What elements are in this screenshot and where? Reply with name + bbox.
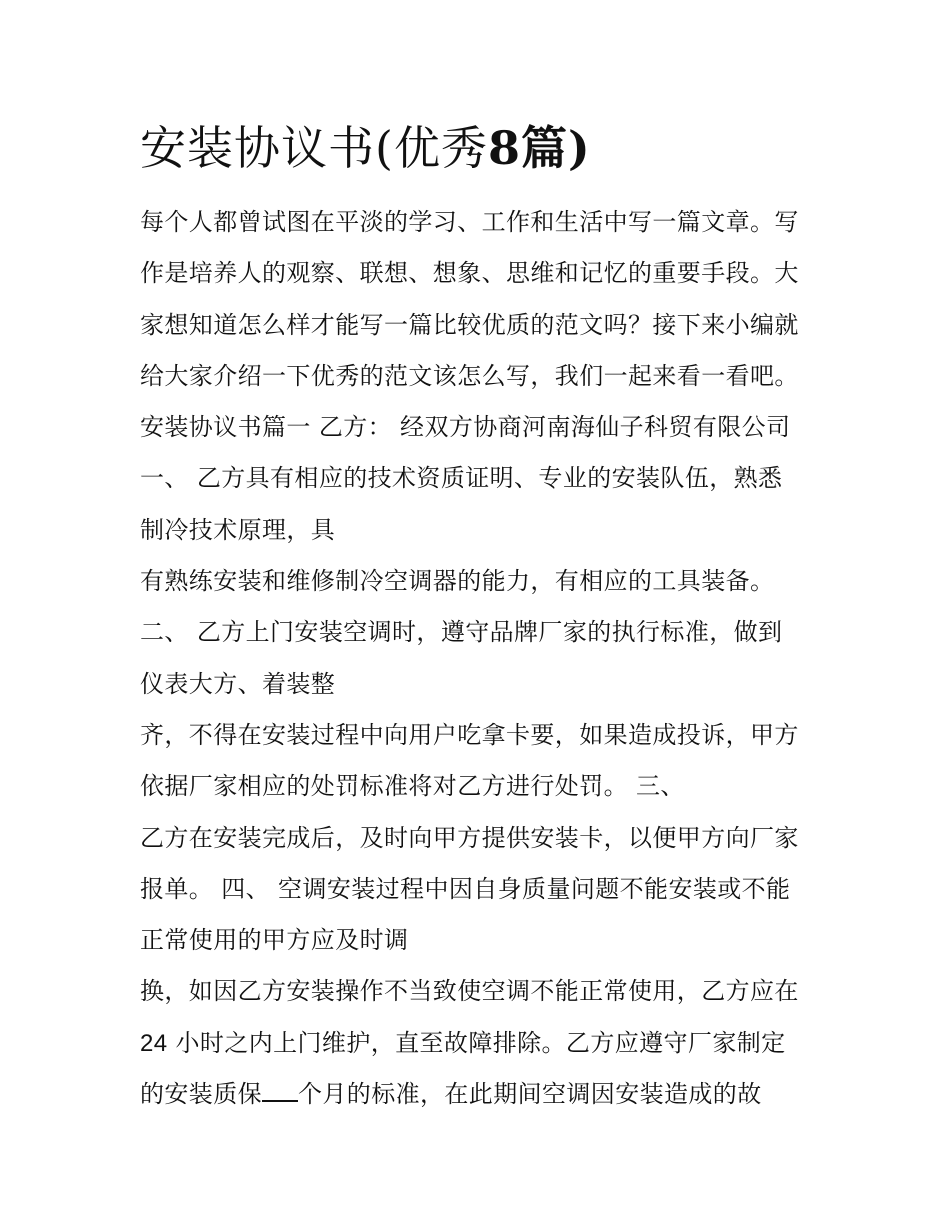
paragraph-line: 安装协议书篇一 乙方： 经双方协商河南海仙子科贸有限公司 bbox=[140, 413, 791, 442]
paragraph-line: 每个人都曾试图在平淡的学习、工作和生活中写一篇文章。写 bbox=[140, 208, 799, 236]
line-text-after-blank: 个月的标准，在此期间空调因安装造成的故 bbox=[298, 1080, 762, 1109]
fill-in-blank bbox=[262, 1078, 298, 1102]
paragraph-line: 报单。 四、 空调安装过程中因自身质量问题不能安装或不能 bbox=[140, 874, 791, 903]
paragraph-line: 乙方在安装完成后，及时向甲方提供安装卡，以便甲方向厂家 bbox=[140, 823, 799, 852]
paragraph-line: 正常使用的甲方应及时调 bbox=[140, 926, 409, 955]
paragraph-line bbox=[140, 1018, 820, 1069]
document-title bbox=[140, 118, 591, 178]
line-text: 小时之内上门维护，直至故障排除。乙方应遵守厂家制定 bbox=[167, 1028, 786, 1057]
paragraph-line bbox=[140, 1069, 820, 1120]
paragraph-line: 制冷技术原理，具 bbox=[140, 515, 336, 544]
paragraph-line: 齐，不得在安装过程中向用户吃拿卡要，如果造成投诉，甲方 bbox=[140, 720, 799, 749]
paragraph-line: 家想知道怎么样才能写一篇比较优质的范文吗？接下来小编就 bbox=[140, 310, 799, 339]
line-text-before-blank: 的安装质保 bbox=[140, 1080, 262, 1109]
document-body bbox=[140, 197, 820, 1120]
title-suffix: 篇) bbox=[520, 121, 591, 175]
title-prefix: 安装协议书(优秀 bbox=[140, 121, 488, 175]
paragraph-line: 仪表大方、着装整 bbox=[140, 669, 336, 698]
title-number: 8 bbox=[487, 121, 521, 175]
paragraph-line: 有熟练安装和维修制冷空调器的能力，有相应的工具装备。 bbox=[140, 567, 775, 596]
hours-number: 24 bbox=[140, 1029, 168, 1057]
paragraph-line: 换，如因乙方安装操作不当致使空调不能正常使用，乙方应在 bbox=[140, 977, 799, 1006]
paragraph-line: 作是培养人的观察、联想、想象、思维和记忆的重要手段。大 bbox=[140, 259, 799, 288]
paragraph-line: 依据厂家相应的处罚标准将对乙方进行处罚。 三、 bbox=[140, 772, 685, 801]
paragraph-line: 一、 乙方具有相应的技术资质证明、专业的安装队伍，熟悉 bbox=[140, 464, 783, 493]
paragraph-line: 二、 乙方上门安装空调时，遵守品牌厂家的执行标准，做到 bbox=[140, 618, 783, 647]
paragraph-line: 给大家介绍一下优秀的范文该怎么写，我们一起来看一看吧。 bbox=[140, 361, 799, 390]
